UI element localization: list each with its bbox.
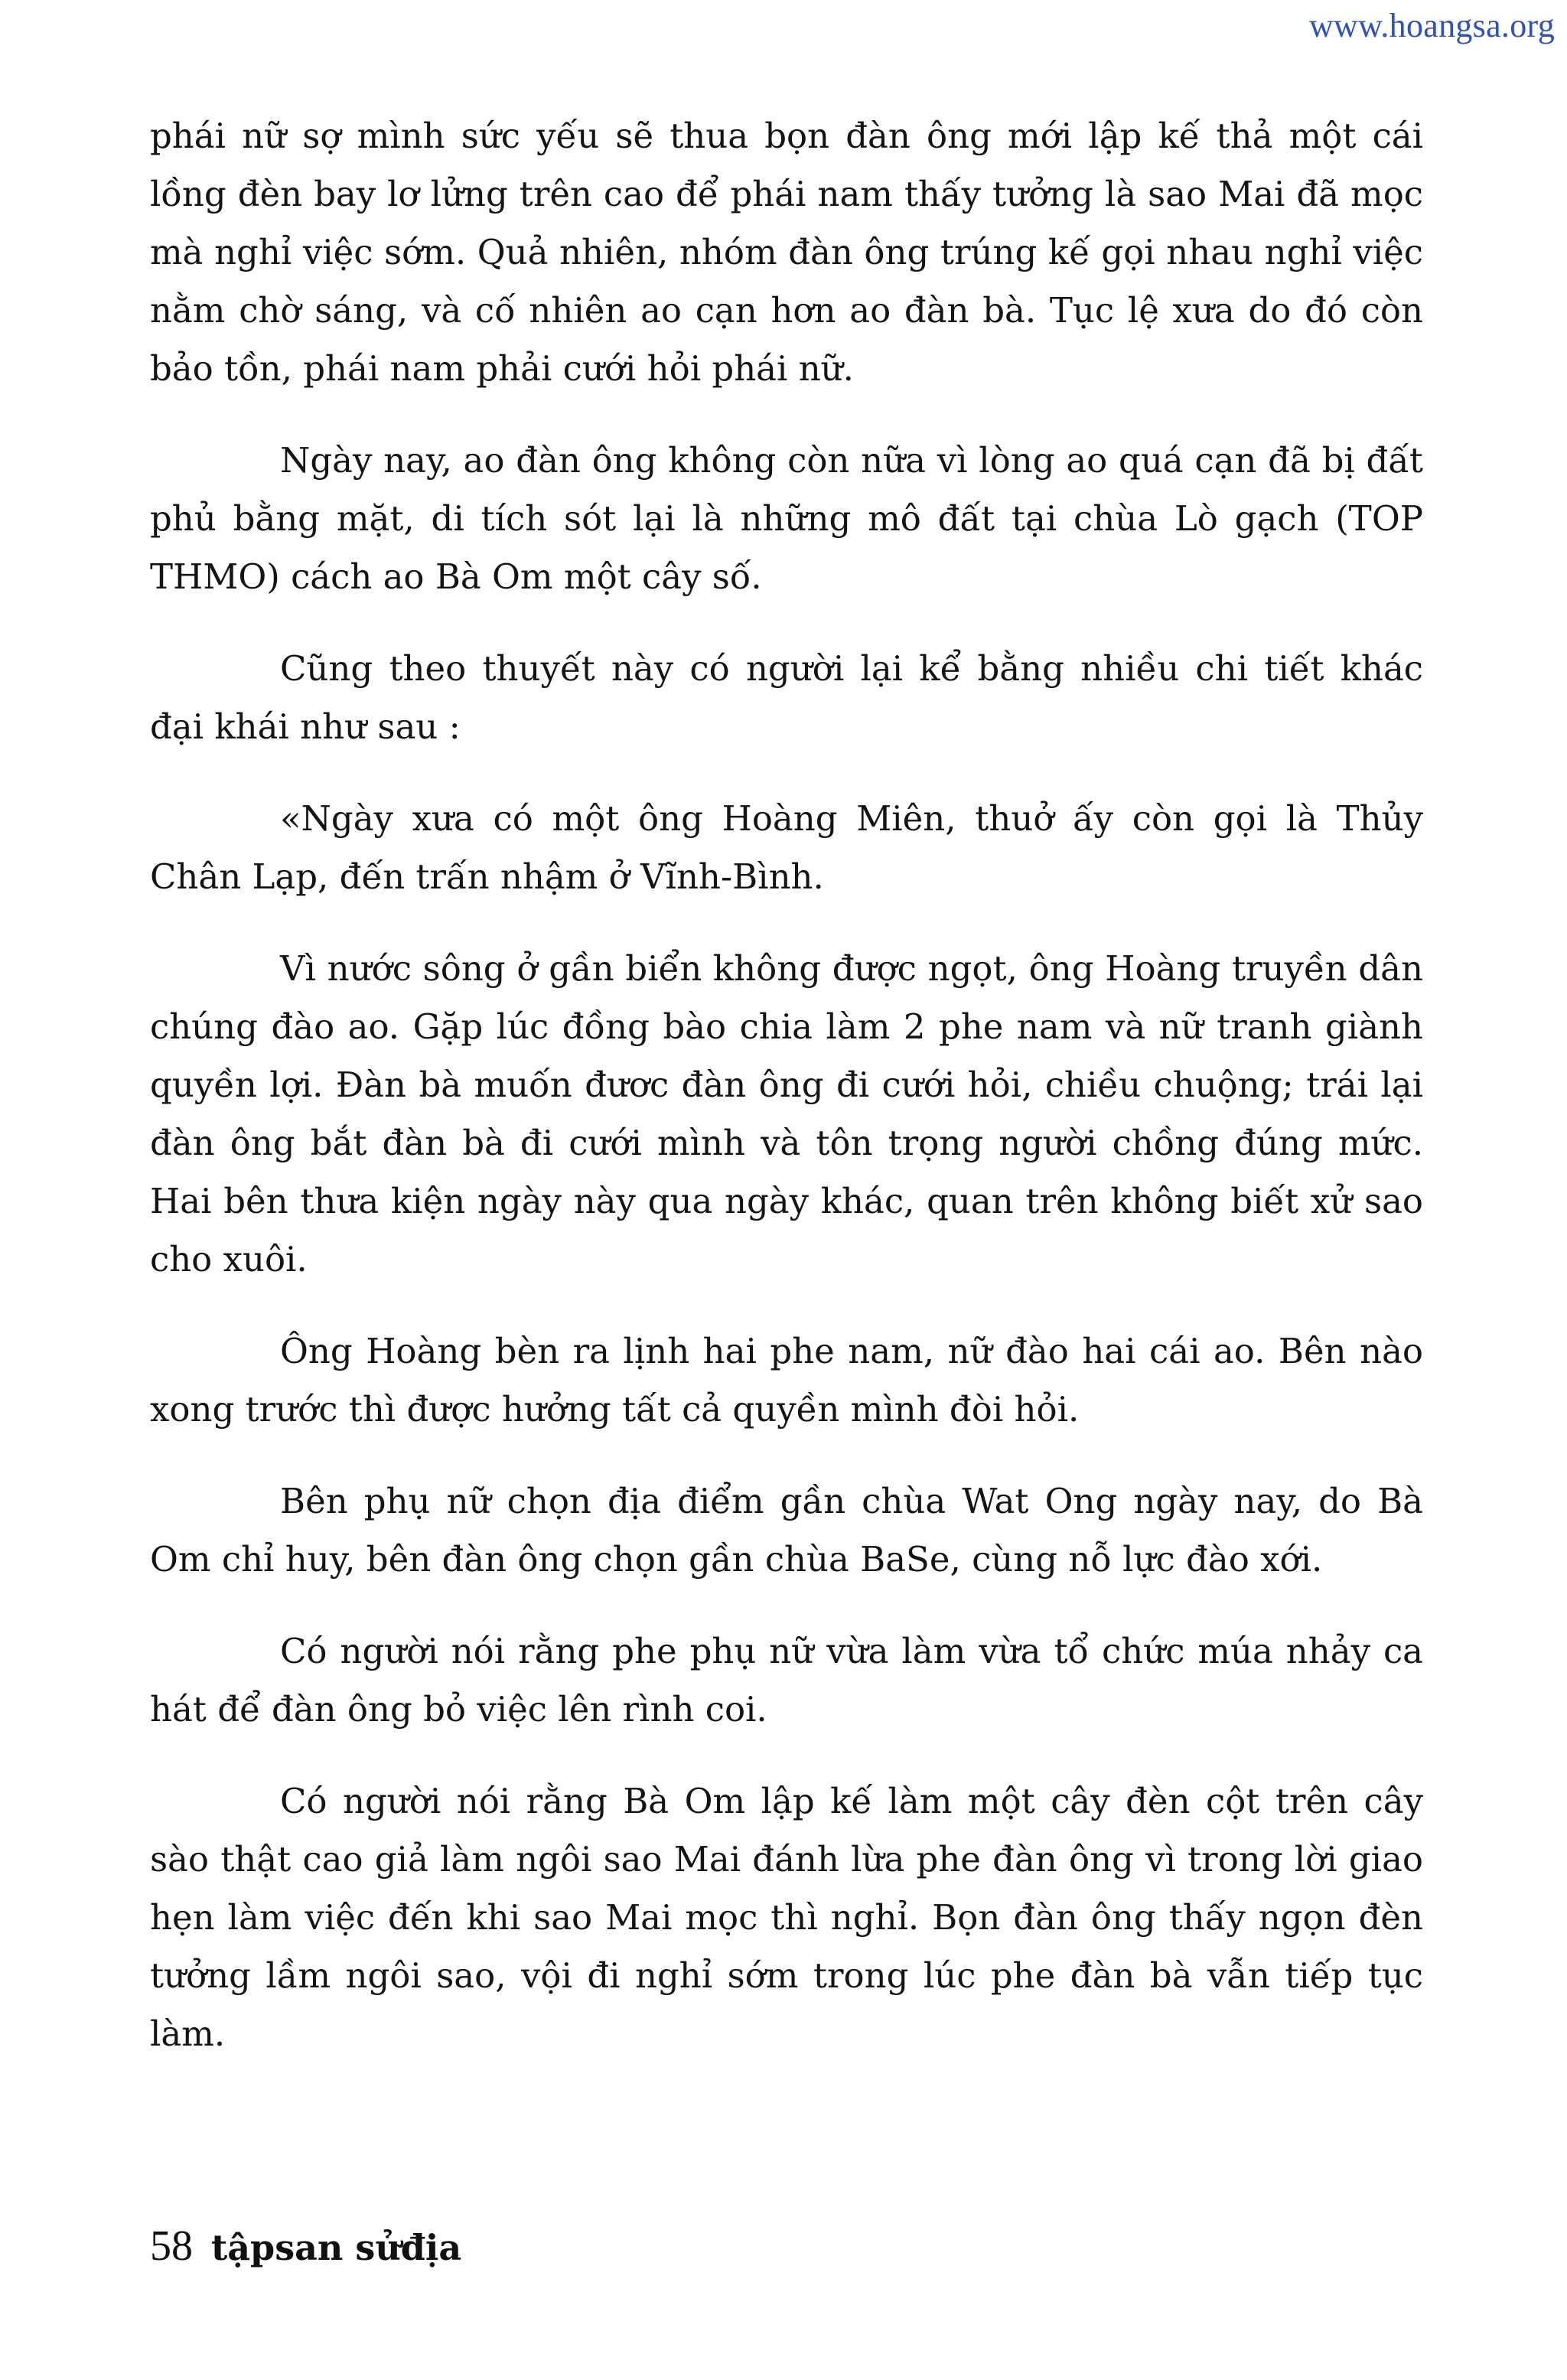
article-body <box>150 107 1423 2063</box>
page-footer <box>150 2219 461 2274</box>
journal-title: tậpsan sửđịa <box>211 2227 462 2268</box>
site-url-link[interactable]: www.hoangsa.org <box>1308 7 1555 44</box>
paragraph-1: phái nữ sợ mình sức yếu sẽ thua bọn đàn ông mới lập kế thả một cái lồng đèn bay lơ lửng trên cao để phái nam thấy tưởng là sao Mai đã mọc mà nghỉ việc sớm. Quả nhiên, nhóm đàn ông trúng kế gọi nhau nghỉ việc nằm chờ sáng, và cố nhiên ao cạn hơn ao đàn bà. Tục lệ xưa do đó còn bảo tồn, phái nam phải cưới hỏi phái nữ. <box>150 116 1423 389</box>
paragraph-6: Ông Hoàng bèn ra lịnh hai phe nam, nữ đào hai cái ao. Bên nào xong trước thì được hưởng tất cả quyền mình đòi hỏi. <box>150 1331 1423 1430</box>
paragraph-7: Bên phụ nữ chọn địa điểm gần chùa Wat Ong ngày nay, do Bà Om chỉ huy, bên đàn ông chọn gần chùa BaSe, cùng nỗ lực đào xới. <box>150 1481 1423 1580</box>
paragraph-8: Có người nói rằng phe phụ nữ vừa làm vừa tổ chức múa nhảy ca hát để đàn ông bỏ việc lên rình coi. <box>150 1631 1423 1730</box>
paragraph-5: Vì nước sông ở gần biển không được ngọt, ông Hoàng truyền dân chúng đào ao. Gặp lúc đồng bào chia làm 2 phe nam và nữ tranh giành quyền lợi. Đàn bà muốn đươc đàn ông đi cưới hỏi, chiều chuộng; trái lại đàn ông bắt đàn bà đi cưới mình và tôn trọng người chồng đúng mức. Hai bên thưa kiện ngày này qua ngày khác, quan trên không biết xử sao cho xuôi. <box>150 948 1423 1280</box>
paragraph-2: Ngày nay, ao đàn ông không còn nữa vì lòng ao quá cạn đã bị đất phủ bằng mặt, di tích sót lại là những mô đất tại chùa Lò gạch (TOP THMO) cách ao Bà Om một cây số. <box>150 440 1423 597</box>
paragraph-9: Có người nói rằng Bà Om lập kế làm một cây đèn cột trên cây sào thật cao giả làm ngôi sao Mai đánh lừa phe đàn ông vì trong lời giao hẹn làm việc đến khi sao Mai mọc thì nghỉ. Bọn đàn ông thấy ngọn đèn tưởng lầm ngôi sao, vội đi nghỉ sớm trong lúc phe đàn bà vẫn tiếp tục làm. <box>150 1781 1423 2054</box>
paragraph-3: Cũng theo thuyết này có người lại kể bằng nhiều chi tiết khác đại khái như sau : <box>150 648 1423 747</box>
paragraph-4: «Ngày xưa có một ông Hoàng Miên, thuở ấy còn gọi là Thủy Chân Lạp, đến trấn nhậm ở Vĩnh-Bình. <box>150 798 1423 897</box>
page-number: 58 <box>150 2222 193 2270</box>
